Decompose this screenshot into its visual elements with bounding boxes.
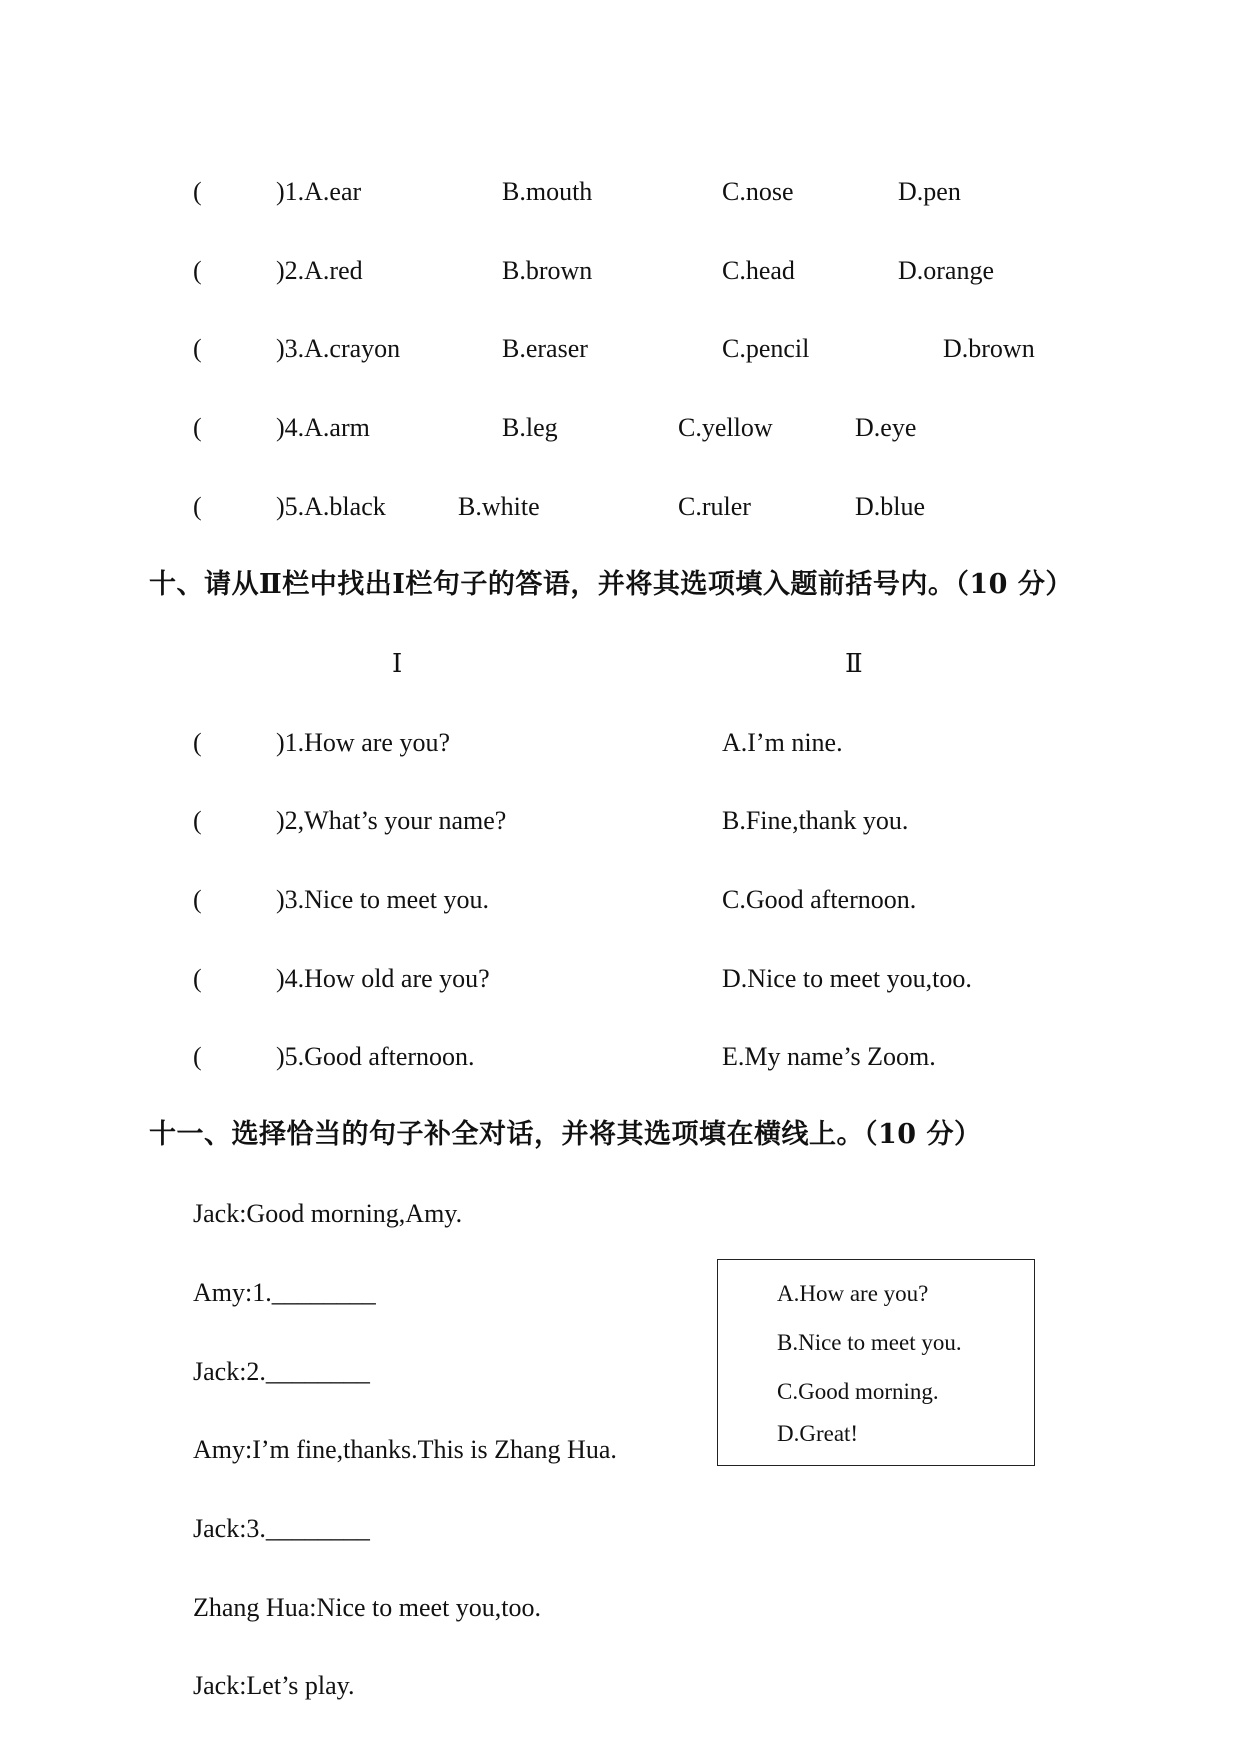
answer-bracket: ( [193, 1042, 202, 1071]
question-option-b: B.mouth [502, 177, 593, 206]
question-option-d: D.orange [898, 256, 995, 285]
question-option-c: C.head [722, 256, 795, 285]
matching-question: )1.How are you? [276, 728, 450, 757]
dialogue-line: Amy:1.________ [193, 1278, 376, 1307]
dialogue-line: Jack:Good morning,Amy. [193, 1199, 463, 1228]
answer-bracket: ( [193, 728, 202, 757]
question-option-d: D.eye [855, 413, 917, 442]
option-item: A.How are you? [777, 1281, 929, 1306]
question-option-a: )5.A.black [276, 492, 386, 521]
question-option-d: D.pen [898, 177, 961, 206]
dialogue-line: Jack:3.________ [193, 1514, 370, 1543]
dialogue-line: Jack:2.________ [193, 1357, 370, 1386]
option-item: D.Great! [777, 1421, 859, 1446]
question-option-c: C.ruler [678, 492, 751, 521]
section-10-heading: 十、请从Ⅱ栏中找出Ⅰ栏句子的答语，并将其选项填入题前括号内。（10 分） [149, 569, 1073, 600]
answer-bracket: ( [193, 256, 202, 285]
answer-bracket: ( [193, 806, 202, 835]
question-option-b: B.eraser [502, 334, 588, 363]
matching-answer: D.Nice to meet you,too. [722, 964, 972, 993]
option-item: C.Good morning. [777, 1379, 939, 1404]
dialogue-line: Jack:Let’s play. [193, 1671, 355, 1700]
column-1-label: Ⅰ [392, 649, 403, 678]
question-option-d: D.brown [943, 334, 1035, 363]
question-option-a: )2.A.red [276, 256, 363, 285]
matching-answer: B.Fine,thank you. [722, 806, 909, 835]
answer-bracket: ( [193, 413, 202, 442]
matching-question: )4.How old are you? [276, 964, 490, 993]
answer-bracket: ( [193, 492, 202, 521]
question-option-a: )4.A.arm [276, 413, 370, 442]
answer-bracket: ( [193, 964, 202, 993]
question-option-b: B.leg [502, 413, 558, 442]
answer-bracket: ( [193, 885, 202, 914]
matching-answer: C.Good afternoon. [722, 885, 917, 914]
answer-bracket: ( [193, 177, 202, 206]
section-11-heading: 十一、选择恰当的句子补全对话，并将其选项填在横线上。（10 分） [149, 1119, 982, 1150]
option-item: B.Nice to meet you. [777, 1330, 962, 1355]
matching-answer: E.My name’s Zoom. [722, 1042, 936, 1071]
matching-question: )5.Good afternoon. [276, 1042, 475, 1071]
question-option-a: )1.A.ear [276, 177, 362, 206]
question-option-b: B.white [458, 492, 540, 521]
answer-bracket: ( [193, 334, 202, 363]
matching-question: )3.Nice to meet you. [276, 885, 489, 914]
matching-answer: A.I’m nine. [722, 728, 843, 757]
question-option-d: D.blue [855, 492, 926, 521]
matching-question: )2,What’s your name? [276, 806, 507, 835]
question-option-c: C.pencil [722, 334, 810, 363]
column-2-label: Ⅱ [845, 649, 863, 678]
question-option-b: B.brown [502, 256, 593, 285]
options-box [717, 1259, 1035, 1466]
dialogue-line: Amy:I’m fine,thanks.This is Zhang Hua. [193, 1435, 617, 1464]
dialogue-line: Zhang Hua:Nice to meet you,too. [193, 1593, 542, 1622]
question-option-c: C.nose [722, 177, 794, 206]
question-option-a: )3.A.crayon [276, 334, 401, 363]
question-option-c: C.yellow [678, 413, 773, 442]
